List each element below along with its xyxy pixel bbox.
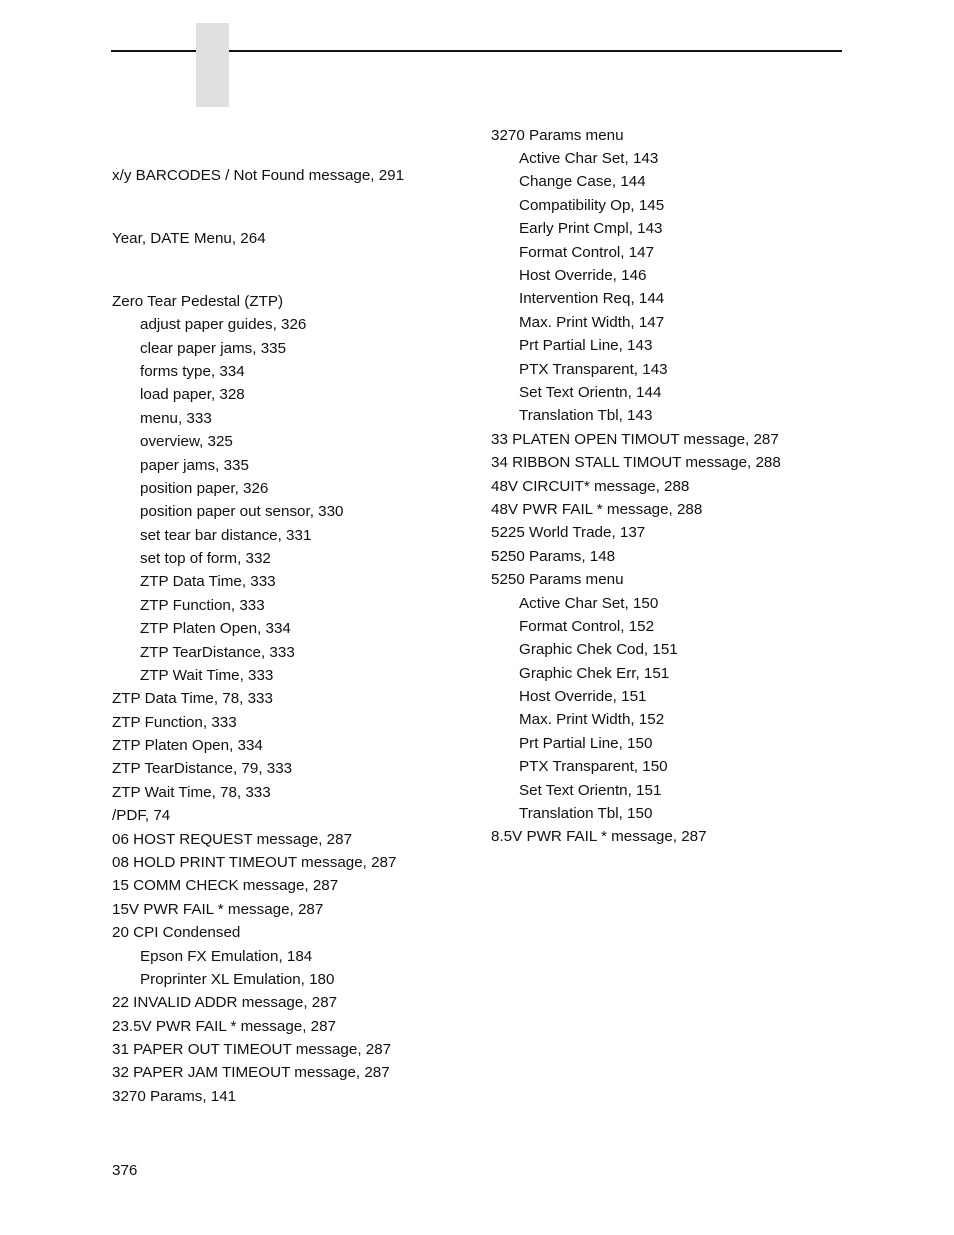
index-subentry: Compatibility Op, 145 bbox=[519, 197, 665, 214]
index-entry: 48V CIRCUIT* message, 288 bbox=[491, 478, 690, 495]
index-subentry: Prt Partial Line, 150 bbox=[519, 735, 653, 752]
index-entry: 3270 Params, 141 bbox=[112, 1088, 237, 1105]
index-entry: 31 PAPER OUT TIMEOUT message, 287 bbox=[112, 1041, 392, 1058]
index-subentry: adjust paper guides, 326 bbox=[140, 316, 307, 333]
index-entry: Year, DATE Menu, 264 bbox=[112, 230, 266, 247]
index-entry: 33 PLATEN OPEN TIMOUT message, 287 bbox=[491, 431, 779, 448]
index-subentry: Set Text Orientn, 151 bbox=[519, 782, 662, 799]
index-subentry: PTX Transparent, 143 bbox=[519, 361, 668, 378]
index-entry: 8.5V PWR FAIL * message, 287 bbox=[491, 828, 707, 845]
index-subentry: ZTP Data Time, 333 bbox=[140, 573, 276, 590]
index-subentry: Graphic Chek Cod, 151 bbox=[519, 641, 678, 658]
index-subentry: position paper out sensor, 330 bbox=[140, 503, 344, 520]
index-subentry: set top of form, 332 bbox=[140, 550, 271, 567]
page-number: 376 bbox=[112, 1162, 138, 1179]
index-entry: 5250 Params, 148 bbox=[491, 548, 616, 565]
index-subentry: Format Control, 147 bbox=[519, 244, 655, 261]
index-entry: 5225 World Trade, 137 bbox=[491, 524, 646, 541]
index-entry: 3270 Params menu bbox=[491, 127, 624, 144]
index-subentry: Host Override, 146 bbox=[519, 267, 647, 284]
index-subentry: ZTP Platen Open, 334 bbox=[140, 620, 291, 637]
index-subentry: Max. Print Width, 147 bbox=[519, 314, 665, 331]
index-entry: 32 PAPER JAM TIMEOUT message, 287 bbox=[112, 1064, 390, 1081]
index-subentry: paper jams, 335 bbox=[140, 457, 249, 474]
index-subentry: clear paper jams, 335 bbox=[140, 340, 287, 357]
index-subentry: ZTP TearDistance, 333 bbox=[140, 644, 295, 661]
index-entry: 5250 Params menu bbox=[491, 571, 624, 588]
index-subentry: Set Text Orientn, 144 bbox=[519, 384, 662, 401]
index-entry: 20 CPI Condensed bbox=[112, 924, 241, 941]
index-entry: ZTP TearDistance, 79, 333 bbox=[112, 760, 293, 777]
index-entry: 06 HOST REQUEST message, 287 bbox=[112, 831, 353, 848]
index-entry: 15 COMM CHECK message, 287 bbox=[112, 877, 339, 894]
index-entry: ZTP Function, 333 bbox=[112, 714, 237, 731]
index-subentry: menu, 333 bbox=[140, 410, 212, 427]
index-subentry: PTX Transparent, 150 bbox=[519, 758, 668, 775]
index-entry: 48V PWR FAIL * message, 288 bbox=[491, 501, 703, 518]
index-subentry: Epson FX Emulation, 184 bbox=[140, 948, 313, 965]
index-subentry: Graphic Chek Err, 151 bbox=[519, 665, 670, 682]
index-subentry: Host Override, 151 bbox=[519, 688, 647, 705]
index-subentry: Translation Tbl, 143 bbox=[519, 407, 653, 424]
index-subentry: Format Control, 152 bbox=[519, 618, 655, 635]
index-subentry: Translation Tbl, 150 bbox=[519, 805, 653, 822]
index-entry: ZTP Data Time, 78, 333 bbox=[112, 690, 273, 707]
index-subentry: Prt Partial Line, 143 bbox=[519, 337, 653, 354]
index-entry: ZTP Platen Open, 334 bbox=[112, 737, 263, 754]
index-entry: 08 HOLD PRINT TIMEOUT message, 287 bbox=[112, 854, 397, 871]
index-subentry: Intervention Req, 144 bbox=[519, 290, 665, 307]
index-entry: 34 RIBBON STALL TIMOUT message, 288 bbox=[491, 454, 781, 471]
index-subentry: Proprinter XL Emulation, 180 bbox=[140, 971, 335, 988]
header-tab bbox=[196, 23, 229, 107]
index-entry: x/y BARCODES / Not Found message, 291 bbox=[112, 167, 405, 184]
index-subentry: overview, 325 bbox=[140, 433, 233, 450]
index-subentry: ZTP Wait Time, 333 bbox=[140, 667, 274, 684]
index-subentry: Change Case, 144 bbox=[519, 173, 646, 190]
index-subentry: Early Print Cmpl, 143 bbox=[519, 220, 663, 237]
index-subentry: forms type, 334 bbox=[140, 363, 245, 380]
index-entry: 22 INVALID ADDR message, 287 bbox=[112, 994, 338, 1011]
index-entry: /PDF, 74 bbox=[112, 807, 171, 824]
index-subentry: load paper, 328 bbox=[140, 386, 245, 403]
index-entry: 15V PWR FAIL * message, 287 bbox=[112, 901, 324, 918]
index-subentry: ZTP Function, 333 bbox=[140, 597, 265, 614]
index-subentry: Active Char Set, 143 bbox=[519, 150, 659, 167]
index-subentry: set tear bar distance, 331 bbox=[140, 527, 312, 544]
index-subentry: Max. Print Width, 152 bbox=[519, 711, 665, 728]
index-entry: 23.5V PWR FAIL * message, 287 bbox=[112, 1018, 336, 1035]
index-entry: ZTP Wait Time, 78, 333 bbox=[112, 784, 271, 801]
index-subentry: position paper, 326 bbox=[140, 480, 269, 497]
index-subentry: Active Char Set, 150 bbox=[519, 595, 659, 612]
index-entry: Zero Tear Pedestal (ZTP) bbox=[112, 293, 284, 310]
